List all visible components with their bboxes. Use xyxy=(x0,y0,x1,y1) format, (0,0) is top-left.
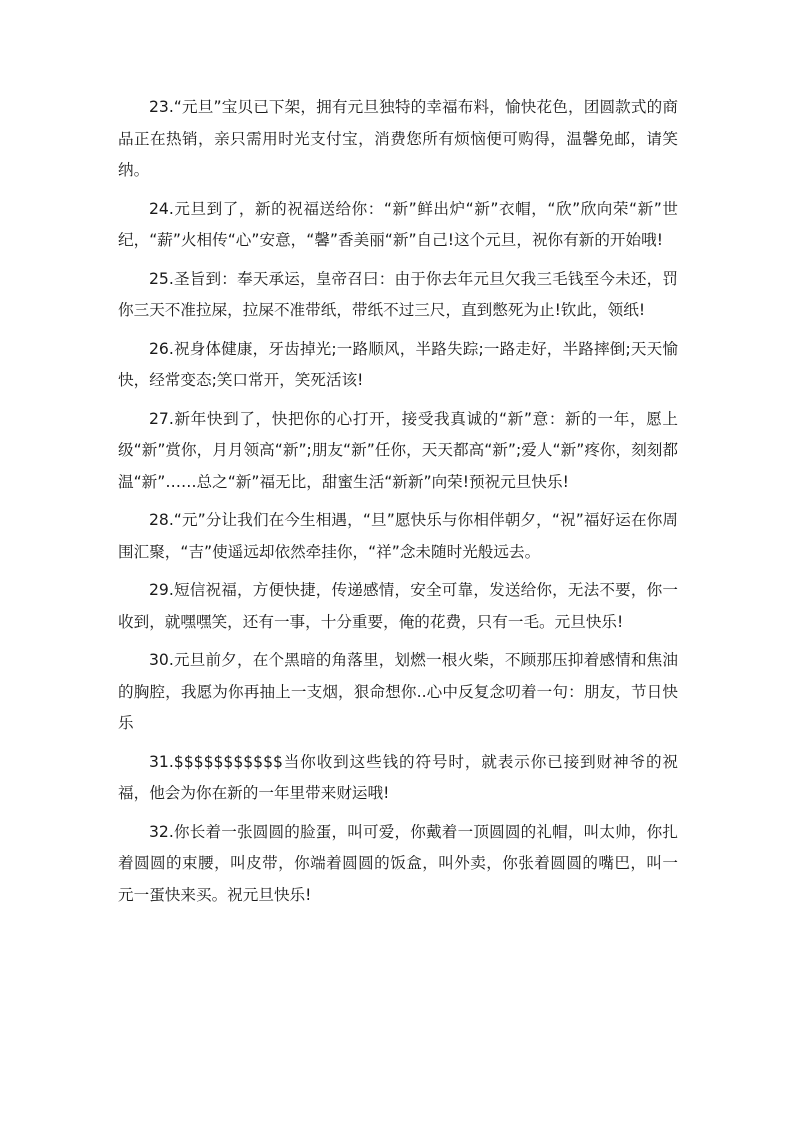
paragraph-25: 25.圣旨到：奉天承运，皇帝召曰：由于你去年元旦欠我三毛钱至今未还，罚你三天不准拉屎，拉屎不准带纸，带纸不过三尺，直到憋死为止!钦此，领纸! xyxy=(118,269,678,319)
paragraph-31: 31.$$$$$$$$$$$当你收到这些钱的符号时，就表示你已接到财神爷的祝福，他会为你在新的一年里带来财运哦! xyxy=(118,752,678,802)
paragraph-23: 23.“元旦”宝贝已下架，拥有元旦独特的幸福布料，愉快花色，团圆款式的商品正在热销，亲只需用时光支付宝，消费您所有烦恼便可购得，温馨免邮，请笑纳。 xyxy=(118,98,678,179)
paragraph-32: 32.你长着一张圆圆的脸蛋，叫可爱，你戴着一顶圆圆的礼帽，叫太帅，你扎着圆圆的束腰，叫皮带，你端着圆圆的饭盒，叫外卖，你张着圆圆的嘴巴，叫一元一蛋快来买。祝元旦快乐! xyxy=(118,822,678,904)
paragraph-24: 24.元旦到了，新的祝福送给你：“新”鲜出炉“新”衣帽，“欣”欣向荣“新”世纪，“薪”火相传“心”安意，“馨”香美丽“新”自己!这个元旦，祝你有新的开始哦! xyxy=(118,199,678,249)
paragraph-29: 29.短信祝福，方便快捷，传递感情，安全可靠，发送给你，无法不要，你一收到，就嘿嘿笑，还有一事，十分重要，俺的花费，只有一毛。元旦快乐! xyxy=(118,581,678,631)
paragraph-27: 27.新年快到了，快把你的心打开，接受我真诚的“新”意：新的一年，愿上级“新”赏你，月月领高“新”;朋友“新”任你，天天都高“新”;爱人“新”疼你，刻刻都温“新”……总之“新”福无比，甜蜜生活“新新”向荣!预祝元旦快乐! xyxy=(118,409,678,491)
paragraph-26: 26.祝身体健康，牙齿掉光;一路顺风，半路失踪;一路走好，半路摔倒;天天愉快，经常变态;笑口常开，笑死活该! xyxy=(118,339,678,389)
document-body xyxy=(118,92,678,918)
paragraph-30: 30.元旦前夕，在个黑暗的角落里，划燃一根火柴，不顾那压抑着感情和焦油的胸腔，我愿为你再抽上一支烟，狠命想你..心中反复念叨着一句：朋友，节日快乐 xyxy=(118,651,678,732)
paragraph-28: 28.“元”分让我们在今生相遇，“旦”愿快乐与你相伴朝夕，“祝”福好运在你周围汇聚，“吉”使遥远却依然牵挂你，“祥”念未随时光般远去。 xyxy=(118,511,678,561)
